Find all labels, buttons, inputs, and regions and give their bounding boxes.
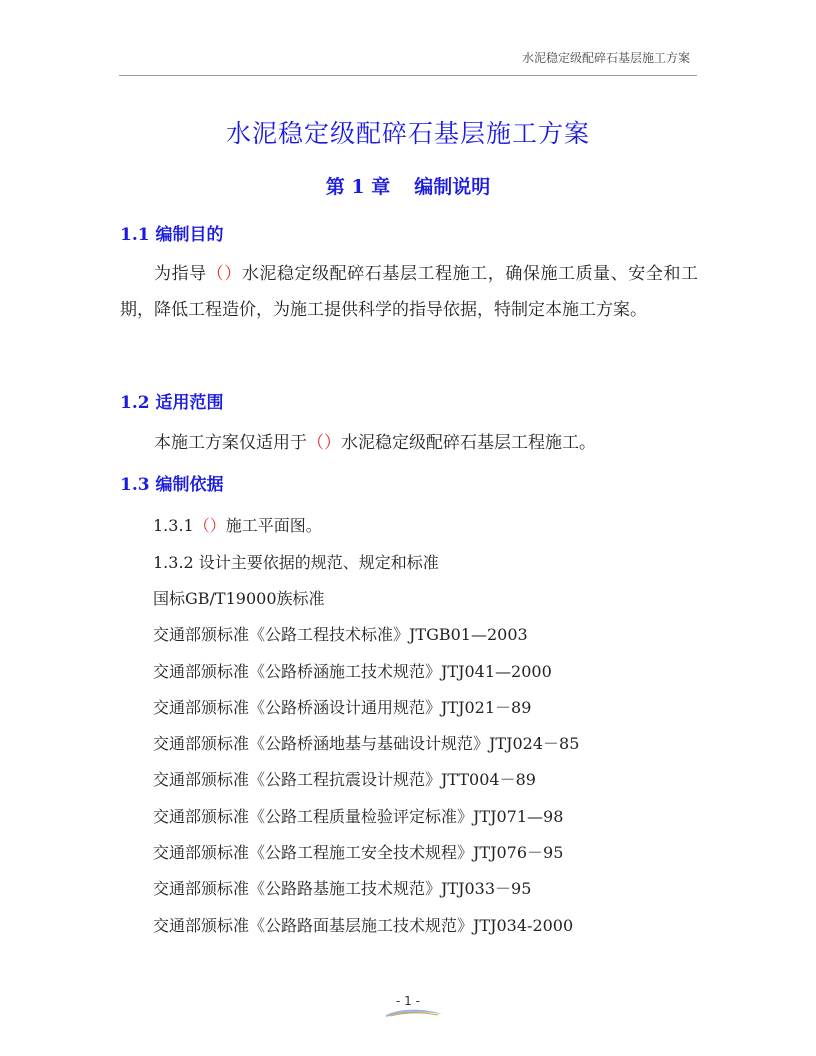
standard-item: 交通部颁标准《公路工程抗震设计规范》JTT004－89	[153, 770, 536, 790]
section-1-2-paragraph	[120, 425, 698, 461]
item-text: 施工平面图。	[225, 516, 322, 535]
standard-item: 交通部颁标准《公路桥涵地基与基础设计规范》JTJ024－85	[153, 734, 580, 754]
standard-item: 交通部颁标准《公路工程质量检验评定标准》JTJ071—98	[153, 806, 564, 826]
page-number	[390, 994, 426, 1016]
standard-item: 交通部颁标准《公路工程技术标准》JTGB01—2003	[153, 625, 528, 645]
page-number-swoosh-icon	[384, 1006, 444, 1018]
section-heading-1-2: 1.2 适用范围	[120, 393, 224, 413]
standard-item: 国标GB/T19000族标准	[153, 589, 325, 608]
document-title: 水泥稳定级配碎石基层施工方案	[225, 119, 590, 148]
paragraph-text: 本施工方案仅适用于	[154, 433, 307, 453]
standard-item: 交通部颁标准《公路路基施工技术规范》JTJ033－95	[153, 879, 532, 899]
chapter-name: 编制说明	[414, 176, 491, 198]
section-heading-1-1: 1.1 编制目的	[120, 225, 224, 245]
standard-item: 交通部颁标准《公路桥涵设计通用规范》JTJ021－89	[153, 697, 532, 717]
standard-item: 交通部颁标准《公路工程施工安全技术规程》JTJ076－95	[153, 843, 564, 863]
basis-item-1-3-1	[153, 514, 322, 538]
section-1-1-paragraph	[120, 256, 698, 328]
placeholder-brackets: （）	[193, 516, 226, 535]
placeholder-brackets: （）	[206, 264, 242, 284]
section-heading-1-3: 1.3 编制依据	[120, 475, 224, 495]
basis-item-1-3-2: 1.3.2 设计主要依据的规范、规定和标准	[153, 553, 439, 572]
paragraph-text: 水泥稳定级配碎石基层工程施工，确保施工质量、安全和工期，降低工程造价，为施工提供科学的指导依据，特制定本施工方案。	[120, 264, 699, 320]
page-footer	[0, 990, 816, 1016]
running-header: 水泥稳定级配碎石基层施工方案	[521, 51, 690, 65]
chapter-title	[0, 173, 816, 201]
header-divider	[119, 75, 697, 76]
paragraph-text: 为指导	[154, 264, 207, 284]
standard-item: 交通部颁标准《公路桥涵施工技术规范》JTJ041—2000	[153, 661, 552, 681]
paragraph-text: 水泥稳定级配碎石基层工程施工。	[341, 433, 596, 453]
item-number: 1.3.1	[153, 516, 194, 535]
standard-item: 交通部颁标准《公路路面基层施工技术规范》JTJ034-2000	[153, 915, 574, 935]
chapter-number: 第 1 章	[325, 176, 391, 198]
standards-list	[153, 587, 579, 950]
placeholder-brackets: （）	[307, 433, 341, 453]
page-number-text: - 1 -	[396, 994, 420, 1008]
